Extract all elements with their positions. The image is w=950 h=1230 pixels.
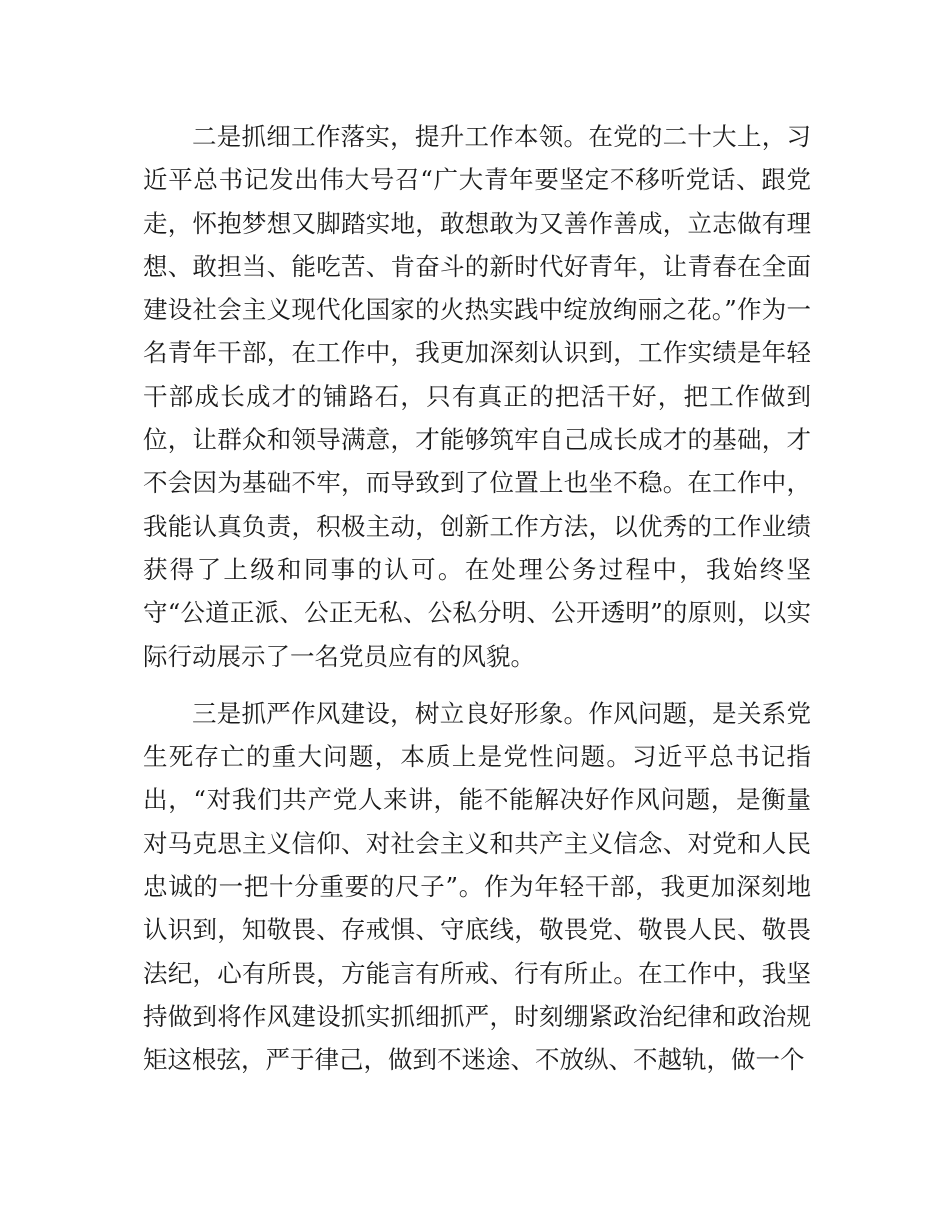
paragraph-work-implementation: 二是抓细工作落实，提升工作本领。在党的二十大上，习近平总书记发出伟大号召“广大青年要坚定不移听党话、跟党走，怀抱梦想又脚踏实地，敢想敢为又善作善成，立志做有理想、敢担当、能吃苦、肯奋斗的新时代好青年，让青春在全面建设社会主义现代化国家的火热实践中绽放绚丽之花。”作为一名青年干部，在工作中，我更加深刻认识到，工作实绩是年轻干部成长成才的铺路石，只有真正的把活干好，把工作做到位，让群众和领导满意，才能够筑牢自己成长成才的基础，才不会因为基础不牢，而导致到了位置上也坐不稳。在工作中，我能认真负责，积极主动，创新工作方法，以优秀的工作业绩获得了上级和同事的认可。在处理公务过程中，我始终坚守“公道正派、公正无私、公私分明、公开透明”的原则，以实际行动展示了一名党员应有的风貌。	[143, 122, 811, 671]
document-body	[143, 115, 811, 1082]
paragraph-work-style: 三是抓严作风建设，树立良好形象。作风问题，是关系党生死存亡的重大问题，本质上是党性问题。习近平总书记指出，“对我们共产党人来讲，能不能解决好作风问题，是衡量对马克思主义信仰、对社会主义和共产主义信念、对党和人民忠诚的一把十分重要的尺子”。作为年轻干部，我更加深刻地认识到，知敬畏、存戒惧、守底线，敬畏党、敬畏人民、敬畏法纪，心有所畏，方能言有所戒、行有所止。在工作中，我坚持做到将作风建设抓实抓细抓严，时刻绷紧政治纪律和政治规矩这根弦，严于律己，做到不迷途、不放纵、不越轨，做一个	[143, 698, 811, 1075]
